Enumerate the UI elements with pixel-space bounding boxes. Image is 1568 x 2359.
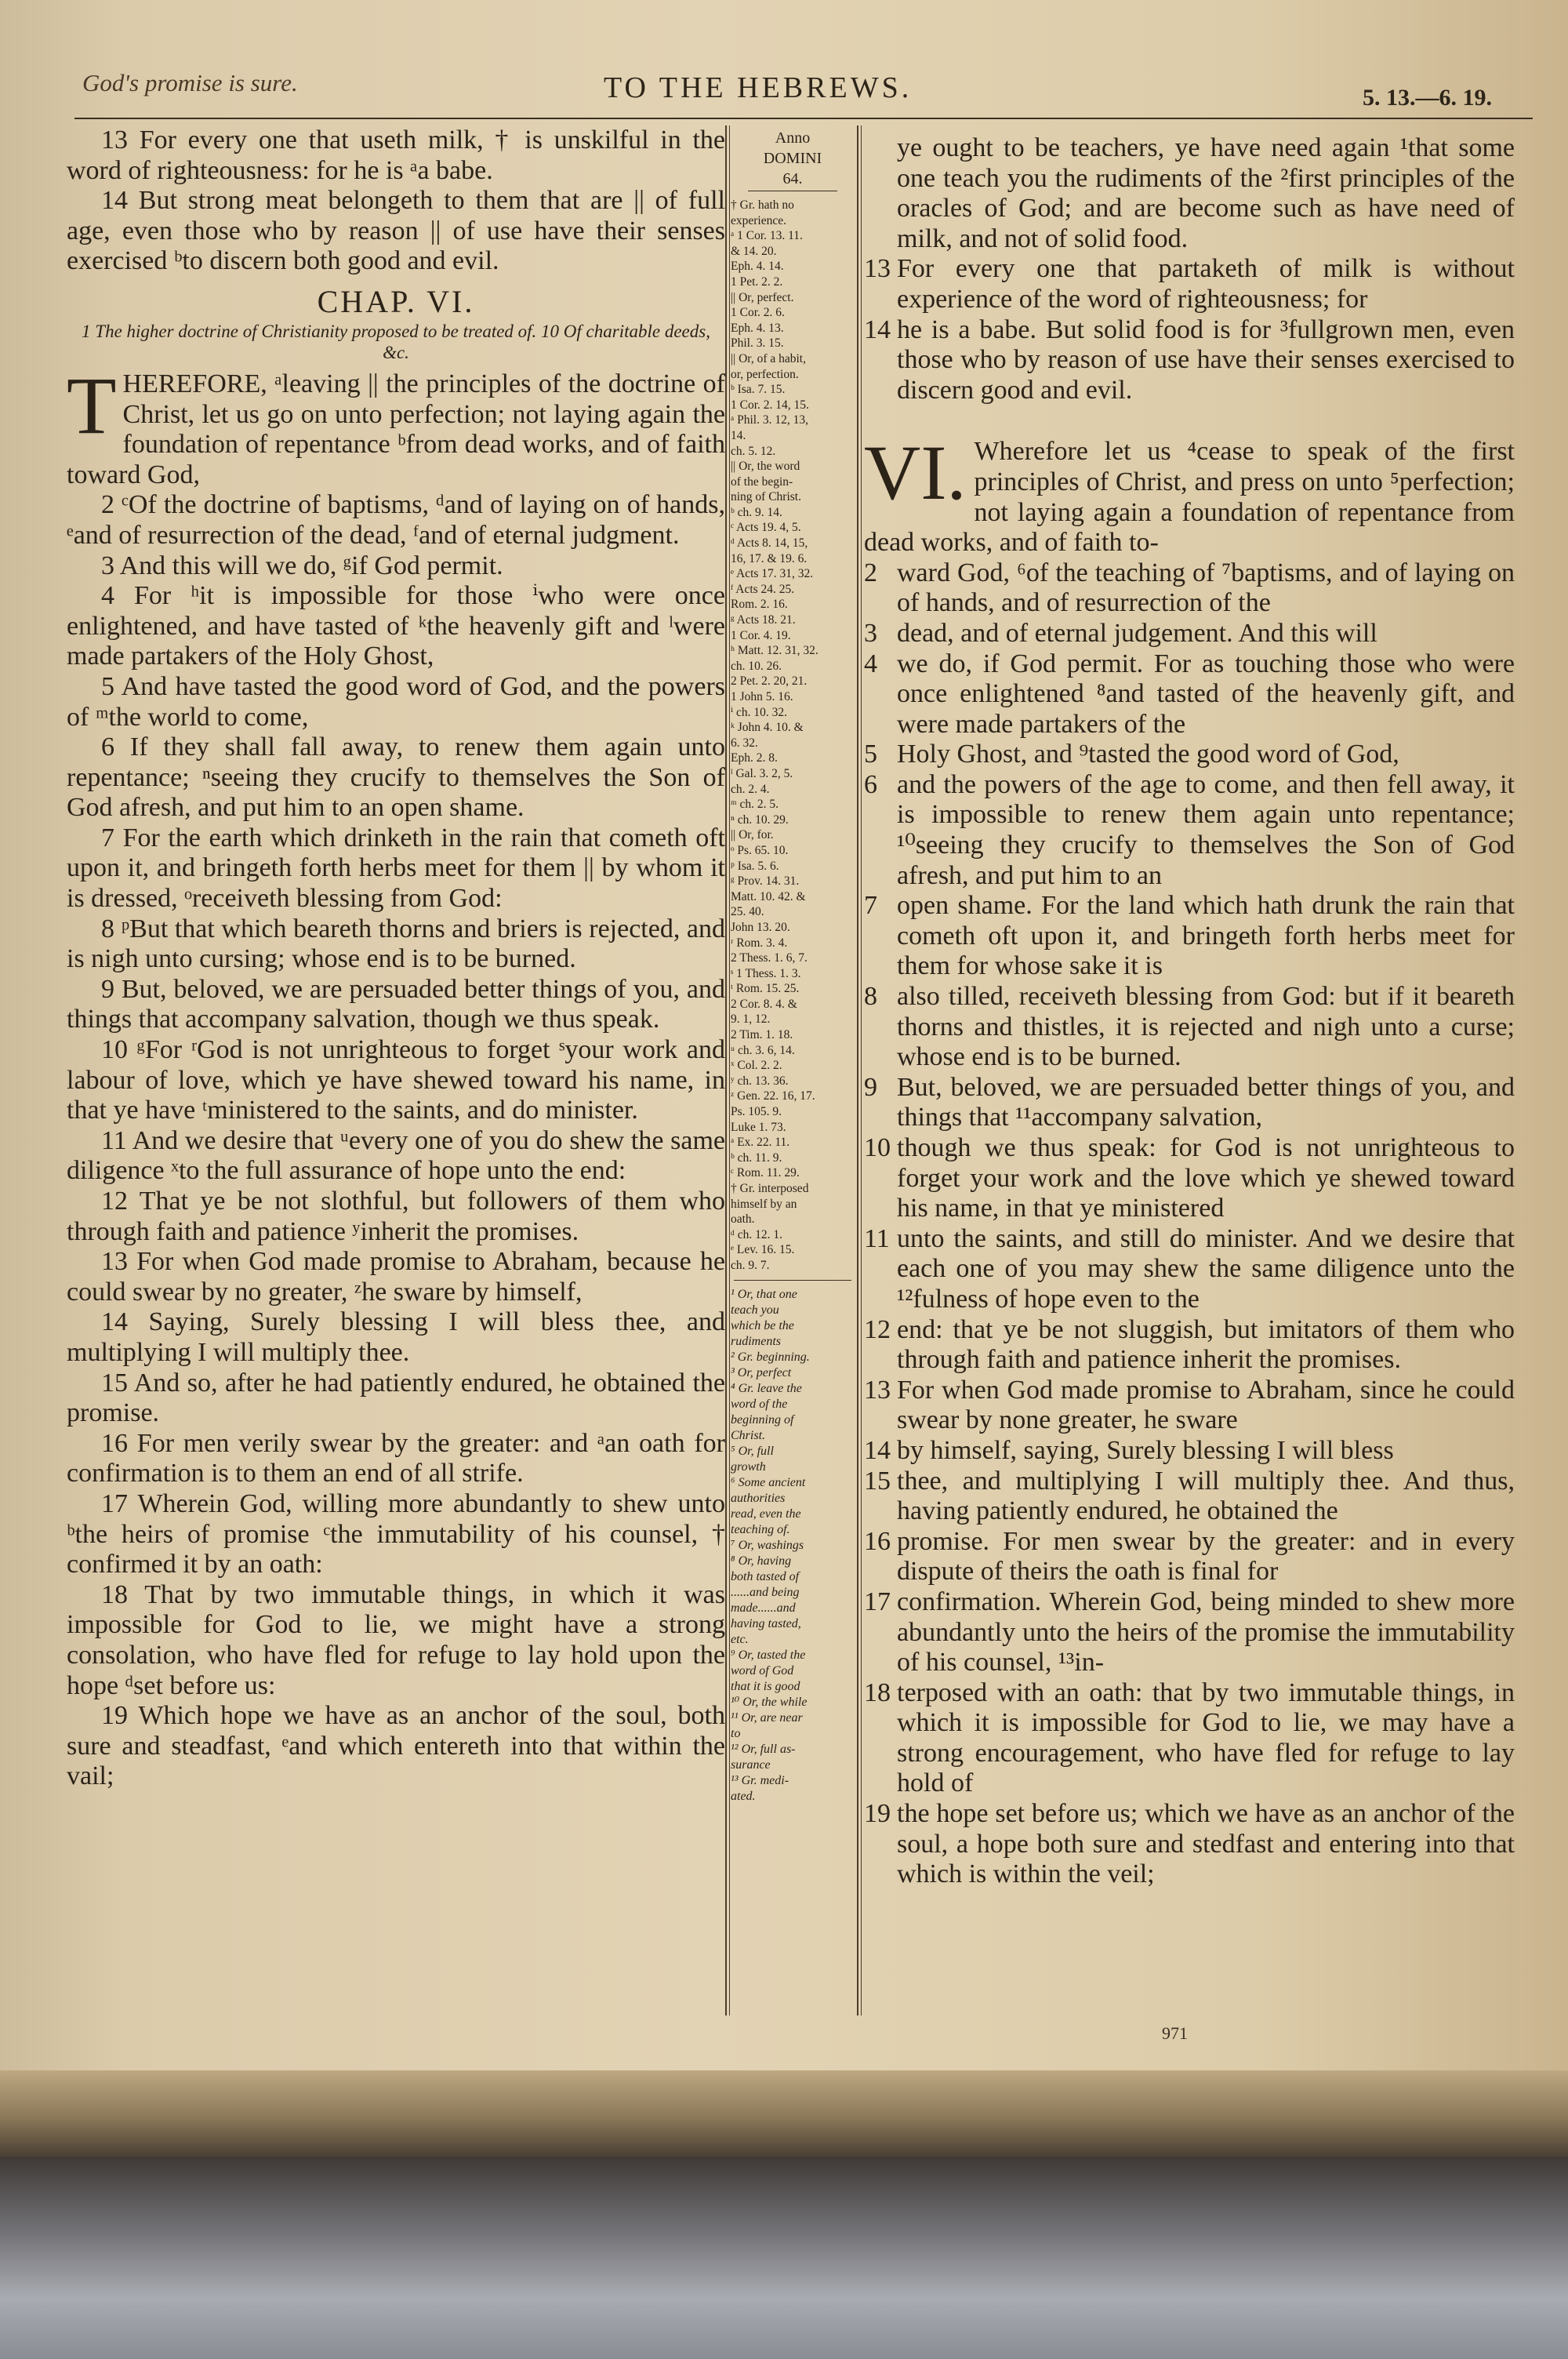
- verse-row: [864, 1467, 1515, 1527]
- cross-reference: ᵍ Acts 18. 21.: [731, 613, 796, 627]
- cross-reference: 1 Pet. 2. 2.: [731, 274, 783, 289]
- verse-number: 3: [864, 618, 877, 648]
- cross-reference: Rom. 2. 16.: [731, 598, 788, 612]
- cross-reference: † Gr. hath no: [731, 198, 794, 212]
- cross-reference: 14.: [731, 428, 746, 442]
- anno-year: 64.: [782, 170, 803, 187]
- verse-number: 5: [864, 740, 877, 769]
- verse-number: 18: [864, 1677, 891, 1707]
- marginal-note: to: [731, 1726, 741, 1740]
- cross-reference: ᵇ ch. 9. 14.: [731, 505, 782, 519]
- cross-reference: ᵉ Acts 17. 31, 32.: [731, 567, 814, 581]
- cross-reference: || Or, for.: [731, 828, 774, 842]
- verse: 10 ᵍFor ʳGod is not unrighteous to forget ˢyour work and labour of love, which ye have shewed toward his name, in that ye have ᵗministered to the saints, and do minister.: [67, 1035, 725, 1125]
- marginal-note: ⁹ Or, tasted the: [731, 1648, 806, 1662]
- cross-reference: Eph. 2. 8.: [731, 751, 778, 765]
- verse-row: [864, 982, 1515, 1073]
- revised-version-column: [864, 133, 1515, 2031]
- verse-number: 7: [864, 891, 877, 921]
- cross-reference: 2 Pet. 2. 20, 21.: [731, 674, 808, 689]
- verse: 5 And have tasted the good word of God, and the powers of ᵐthe world to come,: [67, 671, 725, 732]
- marginal-note: teach you: [731, 1303, 779, 1317]
- marginal-note: ......and being: [731, 1585, 800, 1599]
- cross-reference: || Or, perfect.: [731, 290, 794, 304]
- verse: 7 For the earth which drinketh in the rain that cometh oft upon it, and bringeth forth herbs meet for them || by whom it is dressed, ᵒreceiveth blessing from God:: [67, 823, 725, 914]
- cross-reference: ⁱ ch. 10. 32.: [731, 705, 787, 719]
- cross-reference: 6. 32.: [731, 736, 758, 750]
- cross-reference: ᵈ Acts 8. 14, 15,: [731, 536, 808, 551]
- cross-reference: 2 Cor. 8. 4. &: [731, 997, 797, 1011]
- verse-row: [864, 1315, 1515, 1376]
- verse-number: 4: [864, 649, 877, 678]
- verse-text: open shame. For the land which hath drunk the rain that cometh oft upon it, and bringeth forth herbs meet for them for whose sake it is: [897, 891, 1515, 981]
- cross-reference: ᵘ ch. 3. 6, 14.: [731, 1043, 795, 1057]
- verse-number: 19: [864, 1799, 891, 1829]
- verse-row: [864, 891, 1515, 982]
- marginal-note: beginning of: [731, 1412, 794, 1427]
- verse-row: [864, 133, 1515, 254]
- verse: 18 That by two immutable things, in which it was impossible for God to lie, we might have a strong consolation, who have fled for refuge to lay hold upon the hope ᵈset before us:: [67, 1579, 725, 1700]
- verse-text: we do, if God permit. For as touching those who were once enlightened ⁸and tasted of the heavenly gift, and were made partakers of the: [897, 649, 1515, 739]
- verse-text: and the powers of the age to come, and then fell away, it is impossible to renew them again unto repentance; ¹⁰seeing they crucify to themselves the Son of God afresh, and put him to an: [897, 769, 1515, 890]
- verse-row: [864, 740, 1515, 770]
- verse-text: ye ought to be teachers, ye have need again ¹that some one teach you the rudiments of the ²first principles of the oracles of God; and are become such as have need of milk, and not of solid food.: [897, 133, 1515, 253]
- marginal-note: ¹ Or, that one: [731, 1287, 797, 1301]
- verse: 6 If they shall fall away, to renew them again unto repentance; ⁿseeing they crucify to themselves the Son of God afresh, and put him to an open shame.: [67, 732, 725, 823]
- cross-reference: oath.: [731, 1212, 755, 1227]
- marginal-note: both tasted of: [731, 1569, 800, 1583]
- verse-text: ward God, ⁶of the teaching of ⁷baptisms, and of laying on of hands, and of resurrection of the: [897, 558, 1515, 618]
- verse: 11 And we desire that ᵘevery one of you do shew the same diligence ˣto the full assurance of hope unto the end:: [67, 1125, 725, 1186]
- cross-reference: ᵈ ch. 12. 1.: [731, 1227, 782, 1241]
- marginal-note: ⁴ Gr. leave the: [731, 1381, 802, 1395]
- verse-row: [864, 315, 1515, 406]
- verse-number: 14: [864, 1435, 891, 1465]
- cross-reference: ᵒ Ps. 65. 10.: [731, 843, 789, 857]
- verse: 13 For when God made promise to Abraham, because he could swear by no greater, ᶻhe sware by himself,: [67, 1247, 725, 1307]
- verse-number: 11: [864, 1223, 890, 1253]
- chapter-numeral: VI.: [864, 429, 967, 517]
- cross-reference: ᵇ ch. 11. 9.: [731, 1150, 782, 1165]
- right-lines-after: [864, 558, 1515, 1890]
- verse-text: dead, and of eternal judgement. And this will: [897, 618, 1377, 648]
- running-head-left: God's promise is sure.: [82, 69, 298, 96]
- cross-reference: ᶻ Gen. 22. 16, 17.: [731, 1089, 815, 1103]
- verse: 4 For ʰit is impossible for those ⁱwho were once enlightened, and have tasted of ᵏthe heavenly gift and ˡwere made partakers of the Holy Ghost,: [67, 581, 725, 671]
- marginal-note: ¹⁰ Or, the while: [731, 1695, 808, 1709]
- cross-reference: || Or, of a habit,: [731, 351, 806, 365]
- verse-row: [864, 770, 1515, 891]
- domini-label: DOMINI: [763, 150, 822, 167]
- cross-reference: ᶜ Rom. 11. 29.: [731, 1166, 800, 1180]
- marginal-note: ¹³ Gr. medi-: [731, 1773, 789, 1787]
- chapter-summary: 1 The higher doctrine of Christianity proposed to be treated of. 10 Of charitable deeds, &c.: [82, 321, 710, 362]
- verse: 2 ᶜOf the doctrine of baptisms, ᵈand of laying on of hands, ᵉand of resurrection of the dead, ᶠand of eternal judgment.: [67, 490, 725, 550]
- marginal-note: ¹¹ Or, are near: [731, 1710, 803, 1725]
- verse-text: also tilled, receiveth blessing from God: but if it beareth thorns and thistles, it is rejected and nigh unto a curse; whose end is to be burned.: [897, 982, 1515, 1072]
- cross-reference: ᵃ Phil. 3. 12, 13,: [731, 413, 808, 427]
- page-number: 971: [1162, 2023, 1188, 2043]
- verse-number: 16: [864, 1526, 891, 1556]
- marginal-note: ated.: [731, 1789, 756, 1803]
- verse: 13 For every one that useth milk, † is unskilful in the word of righteousness: for he is ᵃa babe.: [67, 125, 725, 185]
- marginal-note: word of God: [731, 1663, 794, 1677]
- reference-column: [731, 129, 855, 2019]
- verse-text: by himself, saying, Surely blessing I will bless: [897, 1435, 1394, 1465]
- verse-row: [864, 1073, 1515, 1133]
- verse-text: the hope set before us; which we have as an anchor of the soul, a hope both sure and stedfast and entering into that which is within the veil;: [897, 1799, 1515, 1889]
- cross-reference: ᵖ Isa. 5. 6.: [731, 859, 779, 873]
- header-rule: [74, 118, 1533, 119]
- cross-reference: experience.: [731, 213, 786, 227]
- cross-reference: ˣ Col. 2. 2.: [731, 1059, 782, 1073]
- cross-reference: ᶠ Acts 24. 25.: [731, 582, 795, 596]
- verse-row: [864, 1678, 1515, 1799]
- marginal-note: made......and: [731, 1601, 796, 1615]
- cross-reference: Luke 1. 73.: [731, 1120, 786, 1134]
- page-edge: [0, 2070, 1568, 2157]
- cross-reference: Eph. 4. 13.: [731, 321, 784, 335]
- cross-reference: 1 Cor. 2. 6.: [731, 306, 785, 320]
- marginal-note: growth: [731, 1459, 766, 1474]
- anno-label: Anno: [775, 129, 811, 147]
- verse-row: [864, 1587, 1515, 1678]
- cross-reference: ᵐ ch. 2. 5.: [731, 798, 779, 812]
- marginal-note: ³ Or, perfect: [731, 1365, 792, 1379]
- marginal-note: ⁷ Or, washings: [731, 1538, 804, 1552]
- verse: 8 ᵖBut that which beareth thorns and briers is rejected, and is nigh unto cursing; whose end is to be burned.: [67, 914, 725, 974]
- cross-reference: 25. 40.: [731, 905, 764, 919]
- cross-reference: 2 Tim. 1. 18.: [731, 1028, 793, 1042]
- verse-number: 12: [864, 1314, 891, 1344]
- cross-reference-list: [731, 198, 855, 1274]
- verse-1: [67, 360, 725, 490]
- chapter-verse-range: 5. 13.—6. 19.: [1363, 85, 1492, 111]
- cross-reference: ʳ Rom. 3. 4.: [731, 936, 788, 950]
- verse: 15 And so, after he had patiently endured, he obtained the promise.: [67, 1368, 725, 1428]
- marginal-note: teaching of.: [731, 1522, 790, 1536]
- verse: 3 And this will we do, ᵍif God permit.: [101, 551, 503, 580]
- cross-reference: or, perfection.: [731, 367, 799, 381]
- cross-reference: ᶜ Acts 19. 4, 5.: [731, 521, 801, 535]
- verse-number: 9: [864, 1072, 877, 1102]
- right-lines-before: [864, 133, 1515, 405]
- verse-number: 6: [864, 769, 877, 799]
- verse: 12 That ye be not slothful, but followers of them who through faith and patience ʸinherit the promises.: [67, 1187, 725, 1246]
- marginal-note: ⁵ Or, full: [731, 1444, 774, 1458]
- cross-reference: Phil. 3. 15.: [731, 336, 784, 351]
- verse: 14 But strong meat belongeth to them that are || of full age, even those who by reason || of use have their senses exercised ᵇto discern both good and evil.: [67, 186, 725, 276]
- cross-reference: ᵇ Isa. 7. 15.: [731, 383, 786, 397]
- verse-row: [864, 1436, 1515, 1467]
- cross-reference: ʰ Matt. 12. 31, 32.: [731, 644, 818, 658]
- cross-reference: 1 Cor. 2. 14, 15.: [731, 398, 809, 412]
- verse-row: [864, 254, 1515, 314]
- cross-reference: 1 John 5. 16.: [731, 690, 793, 703]
- marginal-note: ¹² Or, full as-: [731, 1742, 796, 1756]
- verse-text: unto the saints, and still do minister. And we desire that each one of you may shew the same diligence unto the ¹²fulness of hope even to the: [897, 1223, 1515, 1314]
- verse-text: But, beloved, we are persuaded better things of you, and things that ¹¹accompany salvation,: [897, 1072, 1515, 1132]
- verse-row: [864, 649, 1515, 740]
- marginal-note: that it is good: [731, 1679, 800, 1693]
- verse-number: 8: [864, 982, 877, 1012]
- verse-row: [864, 1799, 1515, 1890]
- verse-number: 13: [864, 1375, 891, 1405]
- cross-reference: ch. 10. 26.: [731, 659, 782, 673]
- cross-reference: ᵃ Ex. 22. 11.: [731, 1136, 790, 1150]
- marginal-note: etc.: [731, 1632, 749, 1646]
- cross-reference: ᵃ 1 Cor. 13. 11.: [731, 229, 803, 243]
- marginal-note: ⁸ Or, having: [731, 1554, 792, 1568]
- cross-reference: 16, 17. & 19. 6.: [731, 551, 808, 565]
- cross-reference: John 13. 20.: [731, 920, 790, 934]
- cross-reference: ᵉ Lev. 16. 15.: [731, 1243, 795, 1257]
- verse-number: 14: [864, 314, 891, 344]
- verse-number: 2: [864, 558, 877, 587]
- marginal-note: surance: [731, 1757, 771, 1772]
- verse-row: [864, 619, 1515, 649]
- cross-reference: Matt. 10. 42. &: [731, 889, 806, 903]
- verse-row: [864, 558, 1515, 619]
- cross-reference: ʸ ch. 13. 36.: [731, 1074, 789, 1088]
- verse-text: confirmation. Wherein God, being minded to shew more abundantly unto the heirs of the promise the immutability of his counsel, ¹³in-: [897, 1587, 1515, 1677]
- verse-number: 15: [864, 1466, 891, 1496]
- cross-reference: ˡ Gal. 3. 2, 5.: [731, 766, 793, 780]
- verse-number: 10: [864, 1133, 891, 1162]
- drop-cap: T: [67, 360, 117, 451]
- verse-text: he is a babe. But solid food is for ³fullgrown men, even those who by reason of use have their senses exercised to discern good and evil.: [897, 314, 1515, 405]
- marginal-note: having tasted,: [731, 1616, 801, 1630]
- verse: 19 Which hope we have as an anchor of the soul, both sure and steadfast, ᵉand which entereth into that within the vail;: [67, 1701, 725, 1791]
- verse-number: 17: [864, 1587, 891, 1616]
- verse-text: For when God made promise to Abraham, since he could swear by none greater, he sware: [897, 1375, 1515, 1435]
- verse-row: [864, 1224, 1515, 1315]
- cross-reference: 2 Thess. 1. 6, 7.: [731, 951, 808, 965]
- verse: 17 Wherein God, willing more abundantly to shew unto ᵇthe heirs of promise ᶜthe immutability of his counsel, † confirmed it by an oath:: [67, 1488, 725, 1579]
- cross-reference: ch. 2. 4.: [731, 782, 770, 796]
- cross-reference: || Or, the word: [731, 460, 800, 474]
- column-rule-right: [857, 125, 858, 2016]
- cross-reference: ch. 9. 7.: [731, 1258, 770, 1272]
- verse: 9 But, beloved, we are persuaded better things of you, and things that accompany salvation, though we thus speak.: [67, 974, 725, 1034]
- verse: 16 For men verily swear by the greater: and ᵃan oath for confirmation is to them an end of all strife.: [67, 1428, 725, 1488]
- verse-row: [864, 1376, 1515, 1436]
- column-rule-left-inner: [729, 125, 730, 2016]
- marginal-notes-list: [731, 1287, 855, 1805]
- verse-number: 13: [864, 254, 891, 284]
- column-rule-left: [725, 125, 727, 2016]
- cross-reference: himself by an: [731, 1197, 797, 1211]
- verse-text: For every one that partaketh of milk is without experience of the word of righteousness; for: [897, 254, 1515, 314]
- verse-number: [864, 133, 897, 254]
- cross-reference: Ps. 105. 9.: [731, 1105, 782, 1119]
- cross-reference: Eph. 4. 14.: [731, 260, 784, 274]
- verse-text: promise. For men swear by the greater: and in every dispute of theirs the oath is final for: [897, 1526, 1515, 1587]
- chapter-heading: CHAP. VI.: [317, 283, 475, 319]
- verse-text: terposed with an oath: that by two immutable things, in which it is impossible for God to lie, we may have a strong encouragement, who have fled for refuge to lay hold of: [897, 1677, 1515, 1798]
- marginal-note: authorities: [731, 1491, 786, 1505]
- cross-reference: ˢ 1 Thess. 1. 3.: [731, 966, 801, 980]
- verse-row: [864, 1133, 1515, 1224]
- verse: 14 Saying, Surely blessing I will bless thee, and multiplying I will multiply thee.: [67, 1307, 725, 1367]
- book-title: TO THE HEBREWS.: [604, 71, 913, 104]
- verse-row: [864, 1527, 1515, 1587]
- verse-text: Holy Ghost, and ⁹tasted the good word of God,: [897, 740, 1399, 769]
- cross-reference: ᵍ Prov. 14. 31.: [731, 874, 800, 889]
- verse-text: thee, and multiplying I will multiply thee. And thus, having patiently endured, he obtained the: [897, 1466, 1515, 1526]
- cross-reference: ᵏ John 4. 10. &: [731, 721, 804, 735]
- cross-reference: ⁿ ch. 10. 29.: [731, 812, 789, 827]
- cross-reference: 9. 1, 12.: [731, 1012, 771, 1027]
- table-surface: [0, 2157, 1568, 2359]
- marginal-note: word of the: [731, 1397, 788, 1411]
- notes-divider: [734, 1280, 851, 1281]
- cross-reference: & 14. 20.: [731, 244, 777, 258]
- marginal-note: Christ.: [731, 1428, 766, 1442]
- column-rule-right-inner: [861, 125, 862, 2016]
- marginal-note: which be the: [731, 1318, 794, 1332]
- marginal-note: ⁶ Some ancient: [731, 1475, 806, 1489]
- cross-reference: of the begin-: [731, 474, 793, 489]
- marginal-note: ² Gr. beginning.: [731, 1350, 810, 1364]
- verse-1-text: HEREFORE, ᵃleaving || the principles of the doctrine of Christ, let us go on unto perfection; not laying again the foundation of repentance ᵇfrom dead works, and of faith toward God,: [67, 369, 725, 489]
- verse-text: end: that ye be not sluggish, but imitators of them who through faith and patience inherit the promises.: [897, 1314, 1515, 1375]
- marginal-note: read, even the: [731, 1507, 801, 1521]
- cross-reference: ch. 5. 12.: [731, 444, 776, 458]
- chapter-opening: [864, 429, 1515, 558]
- authorized-version-column: [67, 125, 725, 2023]
- chapter-opening-text: Wherefore let us ⁴cease to speak of the first principles of Christ, and press on unto ⁵perfection; not laying again a foundation of repentance from dead works, and of faith to-: [864, 437, 1515, 558]
- cross-reference: † Gr. interposed: [731, 1182, 809, 1195]
- marginal-note: rudiments: [731, 1334, 781, 1348]
- cross-reference: ᵗ Rom. 15. 25.: [731, 982, 800, 996]
- cross-reference: ning of Christ.: [731, 490, 801, 504]
- cross-reference: 1 Cor. 4. 19.: [731, 628, 791, 642]
- verse-text: though we thus speak: for God is not unrighteous to forget your work and the love which ye shewed toward his name, in that ye ministered: [897, 1133, 1515, 1223]
